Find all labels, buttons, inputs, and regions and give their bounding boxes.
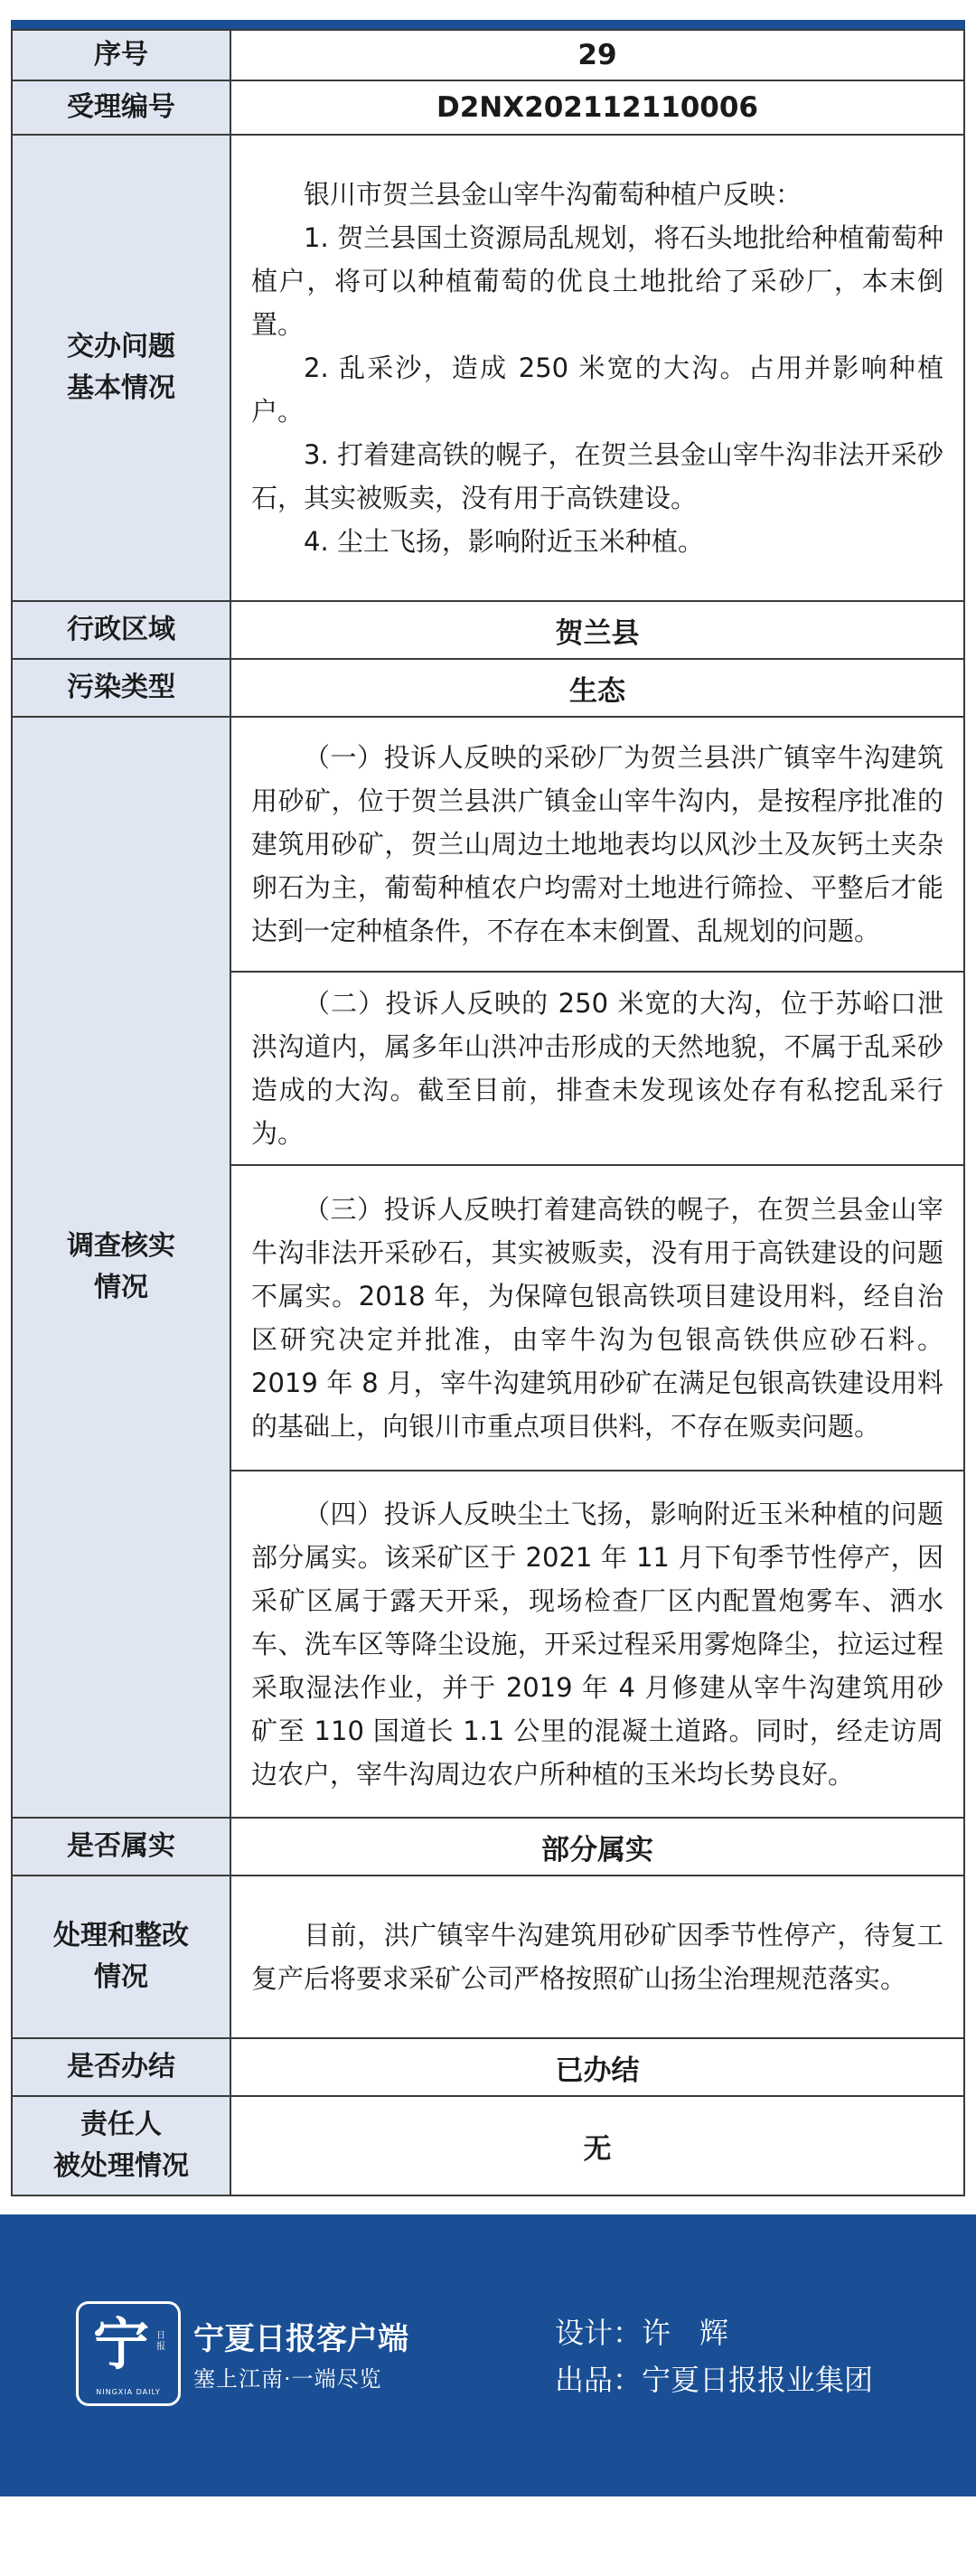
investigation-paragraph: （四）投诉人反映尘土飞扬，影响附近玉米种植的问题部分属实。该采矿区于 2021 年 11 月下旬季节性停产，因采矿区属于露天开采，现场检查厂区内配置炮雾车、洒水车、洗车区等降尘设施，开采过程采用雾炮降尘，拉运过程采取湿法作业，并于 2019 年 4 月修建从宰牛沟建筑用砂矿至 110 国道长 1.1 公里的混凝土道路。同时，经走访周边农户，宰牛沟周边农户所种植的玉米均长势良好。 xyxy=(251,1499,943,1790)
case-number-label: 受理编号 xyxy=(12,80,230,135)
admin-area-label: 行政区域 xyxy=(12,601,230,659)
row-is-true xyxy=(12,1818,964,1876)
row-completed xyxy=(12,2038,964,2096)
ningxia-daily-logo xyxy=(76,2301,181,2406)
design-credit: 设计：许 辉 xyxy=(555,2316,729,2350)
responsible-value: 无 xyxy=(230,2096,964,2195)
basic-paragraph: 4. 尘土飞扬，影响附近玉米种植。 xyxy=(304,526,704,557)
logo-side-text: 日报 xyxy=(156,2331,165,2352)
row-admin-area xyxy=(12,601,964,659)
row-investigation-1 xyxy=(12,717,964,972)
row-index xyxy=(12,30,964,80)
basic-paragraph: 3. 打着建高铁的幌子，在贺兰县金山宰牛沟非法开采砂石，其实被贩卖，没有用于高铁建设。 xyxy=(251,439,943,513)
row-pollution-type xyxy=(12,659,964,717)
responsible-label: 责任人 被处理情况 xyxy=(12,2096,230,2195)
investigation-label: 调查核实 情况 xyxy=(12,717,230,1818)
case-table xyxy=(11,29,965,2196)
row-handling xyxy=(12,1876,964,2038)
investigation-paragraph: （一）投诉人反映的采砂厂为贺兰县洪广镇宰牛沟建筑用砂矿，位于贺兰县洪广镇金山宰牛沟内，是按程序批准的建筑用砂矿，贺兰山周边土地地表均以风沙土及灰钙土夹杂卵石为主，葡萄种植农户均需对土地进行筛捡、平整后才能达到一定种植条件，不存在本末倒置、乱规划的问题。 xyxy=(251,742,943,946)
investigation-item xyxy=(230,1165,964,1471)
completed-value: 已办结 xyxy=(230,2038,964,2096)
pollution-type-value: 生态 xyxy=(230,659,964,717)
basic-info-content xyxy=(230,135,964,601)
is-true-label: 是否属实 xyxy=(12,1818,230,1876)
pollution-type-label: 污染类型 xyxy=(12,659,230,717)
completed-label: 是否办结 xyxy=(12,2038,230,2096)
handling-paragraph: 目前，洪广镇宰牛沟建筑用砂矿因季节性停产，待复工复产后将要求采矿公司严格按照矿山扬尘治理规范落实。 xyxy=(251,1920,943,1994)
index-value: 29 xyxy=(230,30,964,80)
is-true-value: 部分属实 xyxy=(230,1818,964,1876)
investigation-item xyxy=(230,972,964,1165)
admin-area-value: 贺兰县 xyxy=(230,601,964,659)
case-number-value: D2NX202112110006 xyxy=(230,80,964,135)
row-basic-info xyxy=(12,135,964,601)
investigation-paragraph: （三）投诉人反映打着建高铁的幌子，在贺兰县金山宰牛沟非法开采砂石，其实被贩卖，没有用于高铁建设的问题不属实。2018 年，为保障包银高铁项目建设用料，经自治区研究决定并批准，由宰牛沟为包银高铁供应砂石料。2019 年 8 月，宰牛沟建筑用砂矿在满足包银高铁建设用料的基础上，向银川市重点项目供料，不存在贩卖问题。 xyxy=(251,1194,943,1442)
source-credit: 出品：宁夏日报报业集团 xyxy=(555,2363,874,2397)
top-accent-bar xyxy=(11,20,965,29)
handling-label: 处理和整改 情况 xyxy=(12,1876,230,2038)
investigation-item xyxy=(230,1471,964,1818)
row-responsible xyxy=(12,2096,964,2195)
index-label: 序号 xyxy=(12,30,230,80)
brand-name: 宁夏日报客户端 xyxy=(193,2321,408,2357)
footer-banner xyxy=(0,2214,976,2496)
investigation-paragraph: （二）投诉人反映的 250 米宽的大沟，位于苏峪口泄洪沟道内，属多年山洪冲击形成的天然地貌，不属于乱采砂造成的大沟。截至目前，排查未发现该处存有私挖乱采行为。 xyxy=(251,988,943,1149)
logo-glyph: 宁 xyxy=(93,2311,150,2377)
row-case-number xyxy=(12,80,964,135)
logo-subtext: NINGXIA DAILY xyxy=(96,2388,161,2396)
top-spacer xyxy=(0,0,976,20)
basic-paragraph: 银川市贺兰县金山宰牛沟葡萄种植户反映： xyxy=(304,179,802,210)
handling-content xyxy=(230,1876,964,2038)
basic-info-label: 交办问题 基本情况 xyxy=(12,135,230,601)
basic-paragraph: 1. 贺兰县国土资源局乱规划，将石头地批给种植葡萄种植户，将可以种植葡萄的优良土地批给了采砂厂，本末倒置。 xyxy=(251,222,943,340)
basic-paragraph: 2. 乱采沙，造成 250 米宽的大沟。占用并影响种植户。 xyxy=(251,353,943,427)
investigation-item xyxy=(230,717,964,972)
brand-slogan: 塞上江南·一端尽览 xyxy=(193,2366,382,2392)
